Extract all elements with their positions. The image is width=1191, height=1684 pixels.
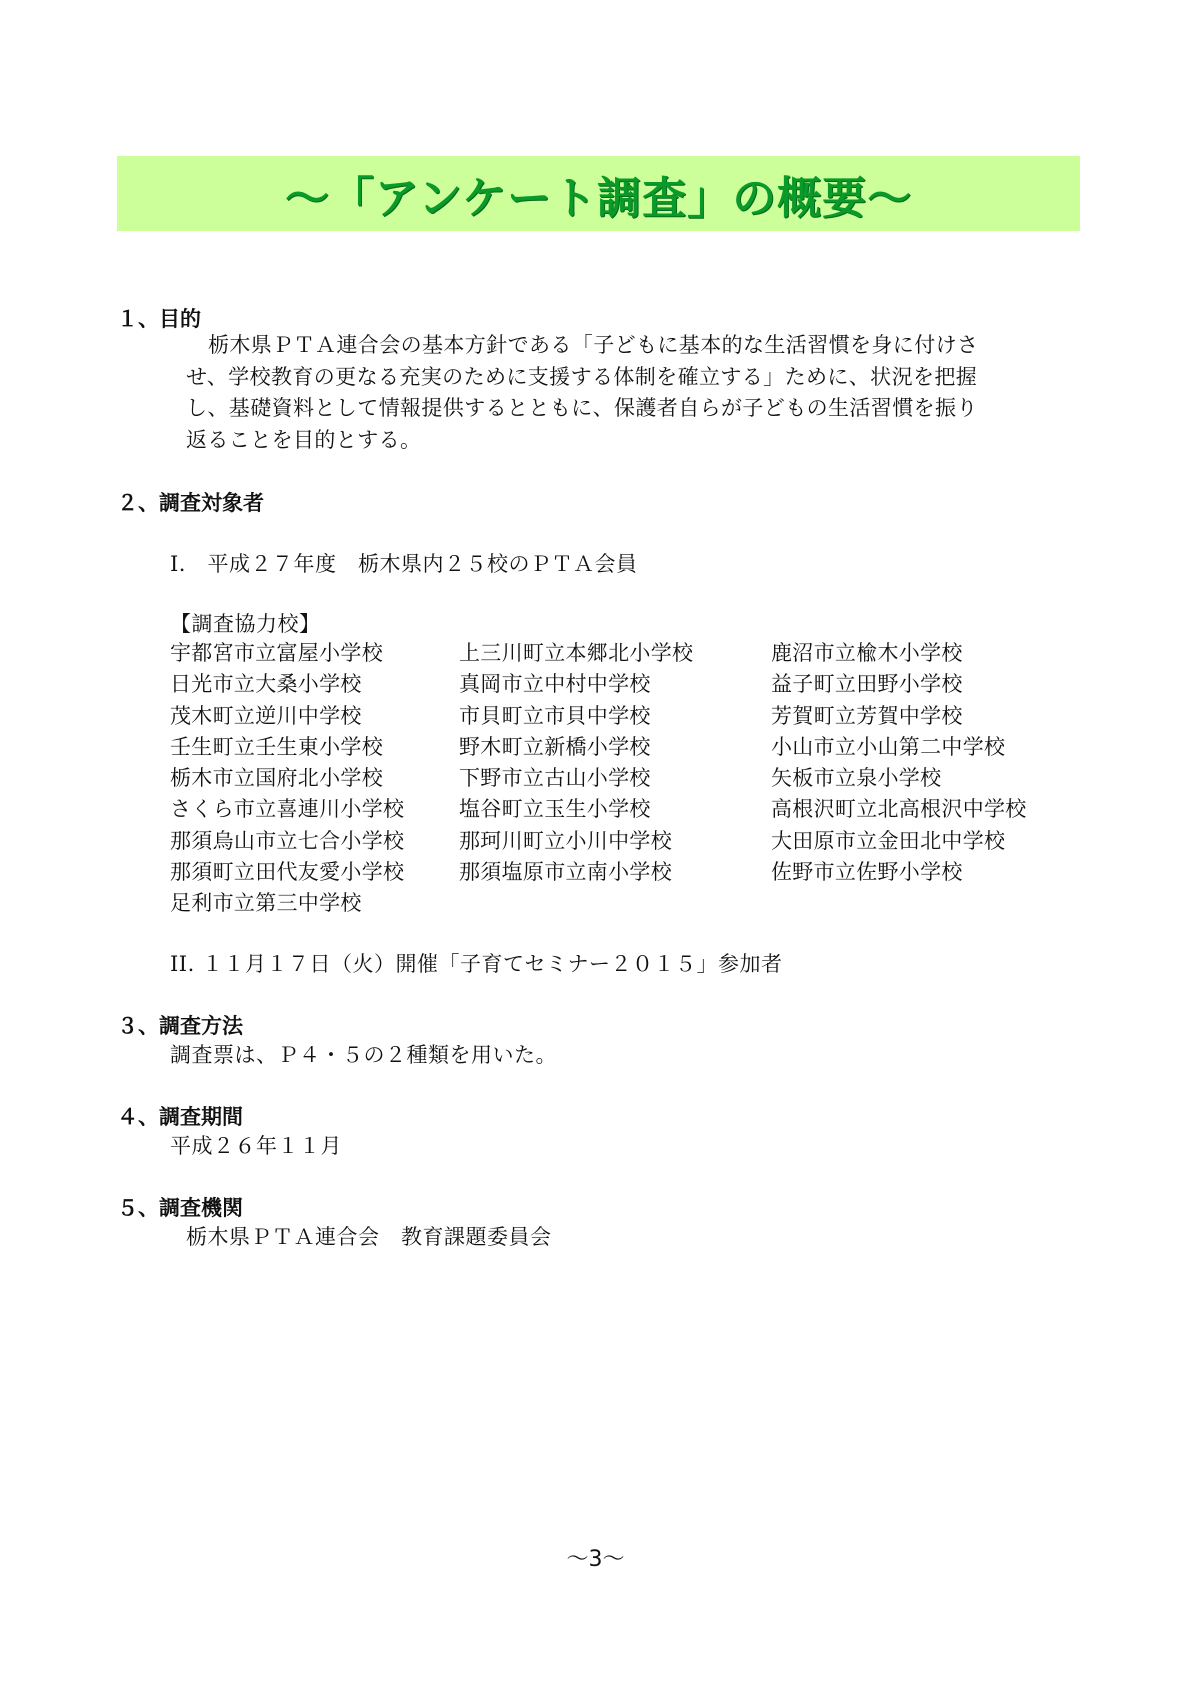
school-item: 塩谷町立玉生小学校 xyxy=(459,797,651,822)
school-list-col-1 xyxy=(170,638,404,920)
page-number: ～3～ xyxy=(566,1547,625,1572)
section-heading-purpose: １、目的 xyxy=(117,307,201,331)
title-banner xyxy=(117,156,1080,231)
subjects-item-2: II. １１月１７日（火）開催「子育てセミナー２０１５」参加者 xyxy=(170,952,783,976)
school-item: 壬生町立壬生東小学校 xyxy=(170,734,383,759)
school-item: 高根沢町立北高根沢中学校 xyxy=(771,797,1027,822)
section-heading-period: ４、調査期間 xyxy=(117,1105,243,1129)
school-item: 矢板市立泉小学校 xyxy=(771,766,942,791)
purpose-line-3: し、基礎資料として情報提供するとともに、保護者自らが子どもの生活習慣を振り xyxy=(186,396,978,420)
school-item: 佐野市立佐野小学校 xyxy=(771,860,963,885)
organization-text: 栃木県ＰＴＡ連合会 教育課題委員会 xyxy=(186,1225,552,1249)
school-item: 日光市立大桑小学校 xyxy=(170,672,362,697)
schools-label: 【調査協力校】 xyxy=(170,612,321,636)
school-item: 那珂川町立小川中学校 xyxy=(459,828,672,853)
school-item: 小山市立小山第二中学校 xyxy=(771,734,1006,759)
school-item: 大田原市立金田北中学校 xyxy=(771,828,1006,853)
purpose-line-2: せ、学校教育の更なる充実のために支援する体制を確立する」ために、状況を把握 xyxy=(186,364,978,389)
school-item: 茂木町立逆川中学校 xyxy=(170,703,362,728)
section-heading-method: ３、調査方法 xyxy=(117,1014,243,1038)
school-item: 宇都宮市立富屋小学校 xyxy=(170,641,383,665)
school-item: 栃木市立国府北小学校 xyxy=(170,766,383,791)
page-title: ～「アンケート調査」の概要～ xyxy=(284,172,913,224)
school-item: 那須塩原市立南小学校 xyxy=(459,860,672,885)
school-item: 那須町立田代友愛小学校 xyxy=(170,860,405,885)
school-item: さくら市立喜連川小学校 xyxy=(170,797,405,822)
school-item: 益子町立田野小学校 xyxy=(771,672,963,697)
school-item: 上三川町立本郷北小学校 xyxy=(459,641,694,665)
school-item: 市貝町立市貝中学校 xyxy=(459,703,651,728)
purpose-line-1: 栃木県ＰＴＡ連合会の基本方針である「子どもに基本的な生活習慣を身に付けさ xyxy=(208,333,979,357)
school-item: 鹿沼市立楡木小学校 xyxy=(771,641,963,665)
period-text: 平成２６年１１月 xyxy=(170,1134,342,1158)
purpose-line-4: 返ることを目的とする。 xyxy=(186,427,422,452)
school-item: 那須烏山市立七合小学校 xyxy=(170,828,405,853)
school-item: 足利市立第三中学校 xyxy=(170,891,362,916)
method-text: 調査票は、Ｐ４・５の２種類を用いた。 xyxy=(170,1043,557,1067)
school-list-col-3 xyxy=(771,638,1027,888)
school-item: 芳賀町立芳賀中学校 xyxy=(771,703,963,728)
school-item: 真岡市立中村中学校 xyxy=(459,672,651,697)
subjects-item-1: I. 平成２７年度 栃木県内２５校のＰＴＡ会員 xyxy=(170,552,638,576)
section-heading-subjects: ２、調査対象者 xyxy=(117,491,264,515)
school-item: 野木町立新橋小学校 xyxy=(459,734,651,759)
school-list-col-2 xyxy=(459,638,693,888)
purpose-paragraph xyxy=(186,330,1086,456)
school-item: 下野市立古山小学校 xyxy=(459,766,651,791)
section-heading-organization: ５、調査機関 xyxy=(117,1196,243,1220)
